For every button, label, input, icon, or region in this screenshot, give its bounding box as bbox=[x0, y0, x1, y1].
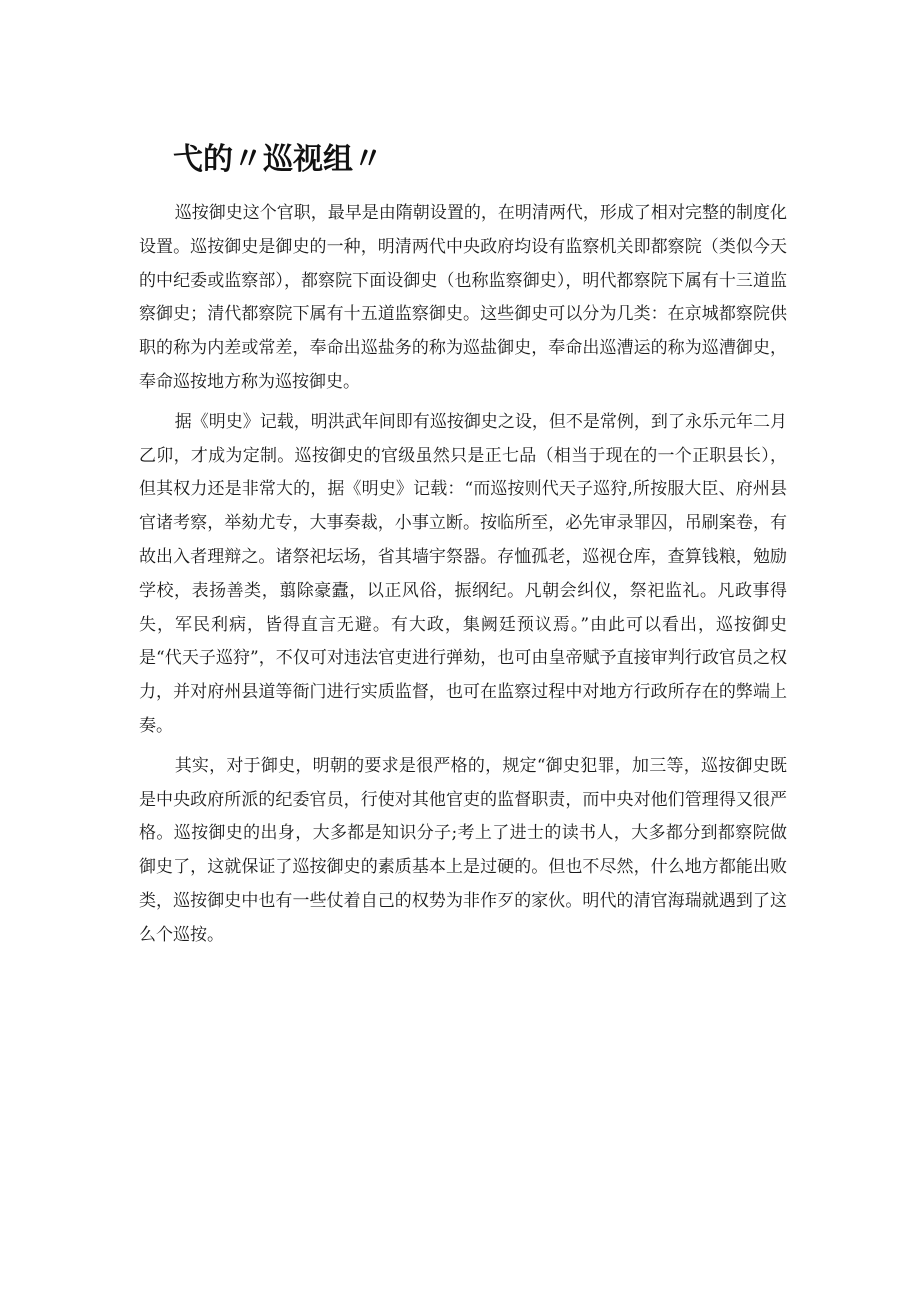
paragraph-1: 巡按御史这个官职，最早是由隋朝设置的，在明清两代，形成了相对完整的制度化设置。巡按御史是御史的一种，明清两代中央政府均设有监察机关即都察院（类似今天的中纪委或监察部），都察院下面设御史（也称监察御史），明代都察院下属有十三道监察御史；清代都察院下属有十五道监察御史。这些御史可以分为几类：在京城都察院供职的称为内差或常差，奉命出巡盐务的称为巡盐御史，奉命出巡漕运的称为巡漕御史，奉命巡按地方称为巡按御史。 bbox=[139, 203, 787, 392]
paragraph-3: 其实，对于御史，明朝的要求是很严格的，规定“御史犯罪，加三等，巡按御史既是中央政府所派的纪委官员，行使对其他官吏的监督职责，而中央对他们管理得又很严格。巡按御史的出身，大多都是知识分子;考上了进士的读书人，大多都分到都察院做御史了，这就保证了巡按御史的素质基本上是过硬的。但也不尽然，什么地方都能出败类，巡按御史中也有一些仗着自己的权势为非作歹的家伙。明代的清官海瑞就遇到了这么个巡按。 bbox=[139, 755, 787, 945]
document-title: 弋的〃巡视组〃 bbox=[173, 142, 383, 177]
paragraph-2: 据《明史》记载，明洪武年间即有巡按御史之设，但不是常例，到了永乐元年二月乙卯，才成为定制。巡按御史的官级虽然只是正七品（相当于现在的一个正职县长），但其权力还是非常大的，据《明史》记载：“而巡按则代天子巡狩,所按服大臣、府州县官诸考察，举劾尤专，大事奏裁，小事立断。按临所至，必先审录罪囚，吊刷案卷，有故出入者理辩之。诸祭祀坛场，省其墙宇祭器。存恤孤老，巡视仓库，查算钱粮，勉励学校，表扬善类，翦除豪蠹，以正风俗，振纲纪。凡朝会纠仪，祭祀监礼。凡政事得失，军民利病，皆得直言无避。有大政，集阙廷预议焉。”由此可以看出，巡按御史是“代天子巡狩”，不仅可对违法官吏进行弹劾，也可由皇帝赋予直接审判行政官员之权力，并对府州县道等衙门进行实质监督，也可在监察过程中对地方行政所存在的弊端上奏。 bbox=[139, 411, 787, 736]
document-body bbox=[139, 197, 787, 953]
